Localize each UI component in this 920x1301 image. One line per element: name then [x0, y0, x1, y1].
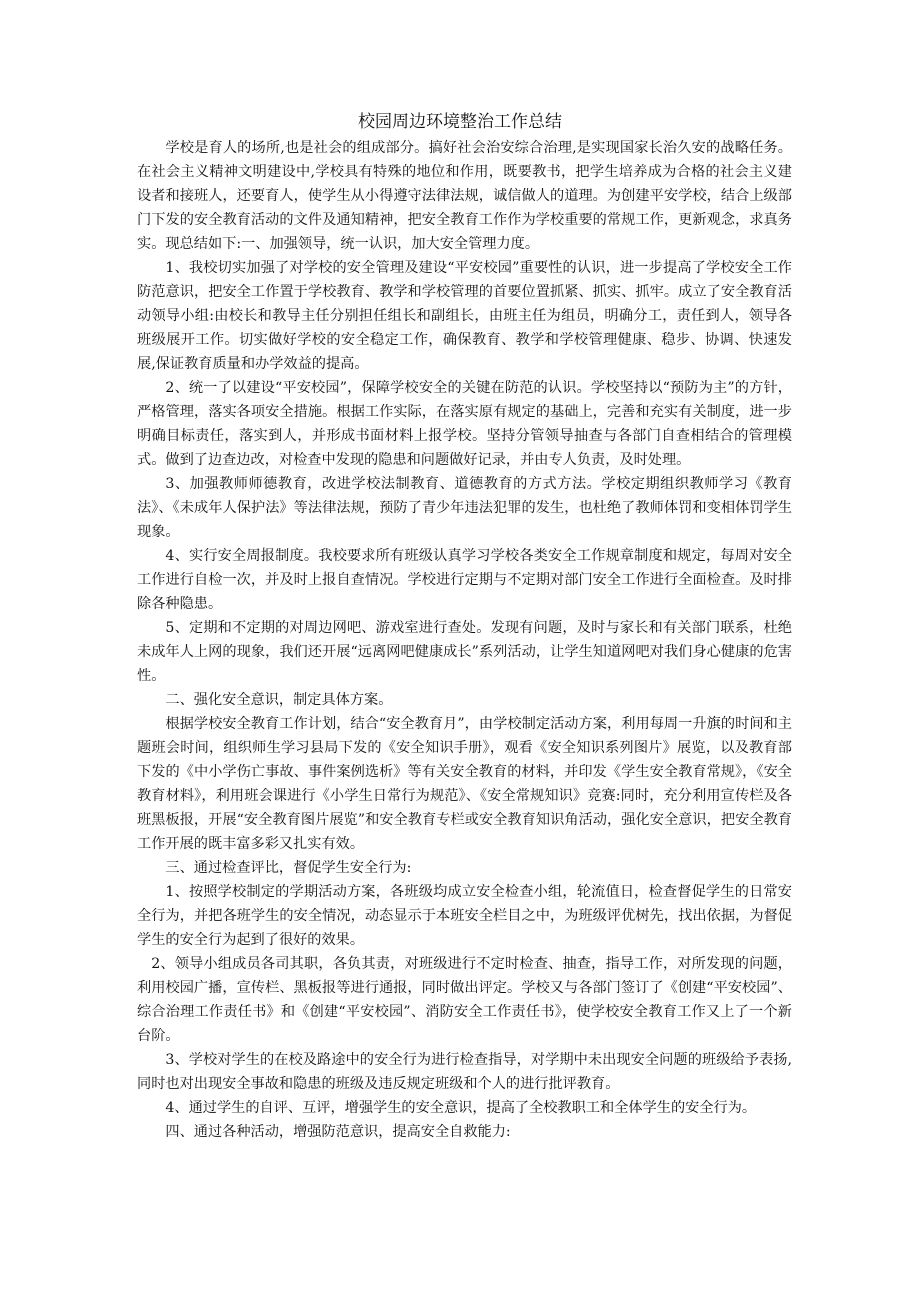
- section-heading-2: 二、强化安全意识，制定具体方案。: [165, 692, 393, 708]
- paragraph-1-3: 3、加强教师师德教育，改进学校法制教育、道德教育的方式方法。学校定期组织教师学习《教育法》、《未成年人保护法》等法律法规，预防了青少年违法犯罪的发生，也杜绝了教师体罚和变相体罚学生现象。: [137, 476, 792, 540]
- section-heading-4: 四、通过各种活动，增强防范意识，提高安全自救能力:: [165, 1124, 511, 1140]
- document-body: [137, 136, 792, 1144]
- document-title: 校园周边环境整治工作总结: [358, 112, 562, 132]
- paragraph-1-5: 5、定期和不定期的对周边网吧、游戏室进行查处。发现有问题，及时与家长和有关部门联系，杜绝未成年人上网的现象，我们还开展“远离网吧健康成长”系列活动，让学生知道网吧对我们身心健康的危害性。: [137, 620, 792, 684]
- paragraph-3-2: 2、领导小组成员各司其职，各负其责，对班级进行不定时检查、抽查，指导工作，对所发现的问题，利用校园广播，宣传栏、黑板报等进行通报，同时做出评定。学校又与各部门签订了《创建“平安校园”、综合治理工作责任书》和《创建“平安校园”、消防安全工作责任书》，使学校安全教育工作又上了一个新台阶。: [137, 956, 792, 1044]
- paragraph-1-1: 1、我校切实加强了对学校的安全管理及建设“平安校园”重要性的认识，进一步提高了学校安全工作防范意识，把安全工作置于学校教育、教学和学校管理的首要位置抓紧、抓实、抓牢。成立了安全教育活动领导小组:由校长和教导主任分别担任组长和副组长，由班主任为组员，明确分工，责任到人，领导各班级展开工作。切实做好学校的安全稳定工作，确保教育、教学和学校管理健康、稳步、协调、快速发展,保证教育质量和办学效益的提高。: [137, 260, 792, 372]
- paragraph-intro: 学校是育人的场所,也是社会的组成部分。搞好社会治安综合治理,是实现国家长治久安的战略任务。在社会主义精神文明建设中,学校具有特殊的地位和作用，既要教书，把学生培养成为合格的社会主义建设者和接班人，还要育人，使学生从小得遵守法律法规，诚信做人的道理。为创建平安学校，结合上级部门下发的安全教育活动的文件及通知精神，把安全教育工作作为学校重要的常规工作，更新观念，求真务实。现总结如下:一、加强领导，统一认识，加大安全管理力度。: [137, 140, 792, 252]
- paragraph-3-3: 3、学校对学生的在校及路途中的安全行为进行检查指导，对学期中未出现安全问题的班级给予表扬,同时也对出现安全事故和隐患的班级及违反规定班级和个人的进行批评教育。: [137, 1052, 792, 1092]
- paragraph-1-4: 4、实行安全周报制度。我校要求所有班级认真学习学校各类安全工作规章制度和规定，每周对安全工作进行自检一次，并及时上报自查情况。学校进行定期与不定期对部门安全工作进行全面检查。及时排除各种隐患。: [137, 548, 792, 612]
- paragraph-2-body: 根据学校安全教育工作计划，结合“安全教育月”，由学校制定活动方案，利用每周一升旗的时间和主题班会时间，组织师生学习县局下发的《安全知识手册》，观看《安全知识系列图片》展览，以及教育部下发的《中小学伤亡事故、事件案例选析》等有关安全教育的材料，并印发《学生安全教育常规》，《安全教育材料》，利用班会课进行《小学生日常行为规范》、《安全常规知识》竞赛:同时，充分利用宣传栏及各班黑板报，开展“安全教育图片展览”和安全教育专栏或安全教育知识角活动，强化安全意识，把安全教育工作开展的既丰富多彩又扎实有效。: [137, 716, 792, 852]
- paragraph-3-1: 1、按照学校制定的学期活动方案，各班级均成立安全检查小组，轮流值日，检查督促学生的日常安全行为，并把各班学生的安全情况，动态显示于本班安全栏目之中，为班级评优树先，找出依据，为督促学生的安全行为起到了很好的效果。: [137, 884, 792, 948]
- paragraph-3-4: 4、通过学生的自评、互评，增强学生的安全意识，提高了全校教职工和全体学生的安全行为。: [165, 1100, 757, 1116]
- paragraph-1-2: 2、统一了以建设“平安校园”，保障学校安全的关键在防范的认识。学校坚持以“预防为主”的方针，严格管理，落实各项安全措施。根据工作实际，在落实原有规定的基础上，完善和充实有关制度，进一步明确目标责任，落实到人，并形成书面材料上报学校。坚持分管领导抽查与各部门自查相结合的管理模式。做到了边查边改，对检查中发现的隐患和问题做好记录，并由专人负责，及时处理。: [137, 380, 792, 468]
- section-heading-3: 三、通过检查评比，督促学生安全行为:: [165, 860, 412, 876]
